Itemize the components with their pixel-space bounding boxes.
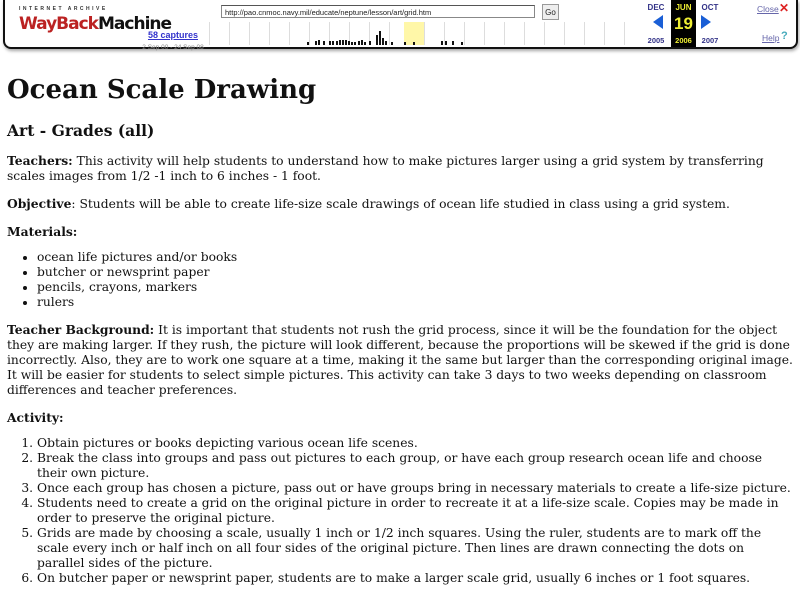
list-item: 2. Break the class into groups and pass out pictures to each group, or have each group research ocean life and choose their own picture. [37,451,793,481]
logo-wayback-text: WayBack [19,14,98,34]
prev-arrow-icon[interactable] [653,15,663,29]
objective-label: Objective [7,196,72,211]
close-icon[interactable]: ✕ [779,1,790,15]
page-subtitle: Art - Grades (all) [7,121,155,140]
list-item: • rulers [37,295,793,310]
logo-wayback-machine [19,14,172,34]
page-title: Ocean Scale Drawing [7,75,317,105]
background-label: Teacher Background: [7,322,155,337]
current-day: 19 [674,14,693,33]
background-text: It is important that students not rush the grid process, since it will be the foundation for the object they are making larger. If they rush, the picture will look different, because the proportions will be skewed if the grid is done incorrectly. Also, they are to work one square at a time, making it the same but larger than the corresponding original image. It will be easier for students to select simple pictures. This activity can take 3 days to two weeks depending on classroom differences and teacher preferences. [7,323,793,397]
capture-sparkline[interactable] [209,22,633,45]
help-link[interactable]: Help [762,33,780,43]
teachers-text: This activity will help students to understand how to make pictures larger using a grid system by transferring scales images from 1/2 -1 inch to 6 inches - 1 foot. [7,154,764,183]
list-item: 1. Obtain pictures or books depicting various ocean life scenes. [37,436,793,451]
wayback-logo[interactable] [19,6,172,34]
current-month: JUN [675,3,692,12]
logo-machine-text: Machine [98,14,172,34]
materials-list [7,250,793,310]
close-link[interactable]: Close [757,4,779,14]
list-item: 6. On butcher paper or newsprint paper, students are to make a larger scale grid, usually 6 inches or 1 foot squares. [37,571,793,586]
list-item: • ocean life pictures and/or books [37,250,793,265]
url-input[interactable]: http://pao.cnmoc.navy.mil/educate/neptune/lesson/art/grid.htm [221,5,535,18]
logo-internet-archive: INTERNET ARCHIVE [19,6,108,12]
list-item: 4. Students need to create a grid on the original picture in order to recreate it at a life-size scale. Copies may be made in order to preserve the original picture. [37,496,793,526]
captures-range: 2 Sep 00 - 24 Sep 08 [142,44,204,51]
go-button[interactable]: Go [542,4,559,20]
calendar-prev[interactable] [641,0,671,45]
calendar-next[interactable] [695,0,725,45]
list-item: • butcher or newsprint paper [37,265,793,280]
materials-heading: Materials: [7,224,78,239]
teachers-label: Teachers: [7,153,73,168]
calendar-current [671,0,696,47]
prev-month: DEC [647,3,665,12]
background-paragraph [7,322,793,398]
captures-link[interactable]: 58 captures [147,30,199,40]
prev-year[interactable]: 2005 [647,36,665,45]
help-icon[interactable]: ? [781,30,788,42]
teachers-paragraph [7,153,793,184]
objective-text: : Students will be able to create life-size scale drawings of ocean life studied in class using a grid system. [71,197,730,211]
captures-info [133,25,213,51]
lesson-content [7,60,793,586]
objective-paragraph [7,196,793,212]
list-item: • pencils, crayons, markers [37,280,793,295]
next-month: OCT [701,3,719,12]
wayback-toolbar [3,0,798,49]
activity-heading: Activity: [7,410,64,425]
list-item: 3. Once each group has chosen a picture, pass out or have groups bring in necessary materials to create a life-size picture. [37,481,793,496]
next-arrow-icon[interactable] [701,15,711,29]
current-year: 2006 [675,36,692,45]
activity-list [7,436,793,586]
list-item: 5. Grids are made by choosing a scale, usually 1 inch or 1/2 inch squares. Using the ruler, students are to mark off the scale every inch or half inch on all four sides of the original picture. Then lines are drawn connecting the dots on parallel sides of the picture. [37,526,793,571]
next-year[interactable]: 2007 [701,36,719,45]
